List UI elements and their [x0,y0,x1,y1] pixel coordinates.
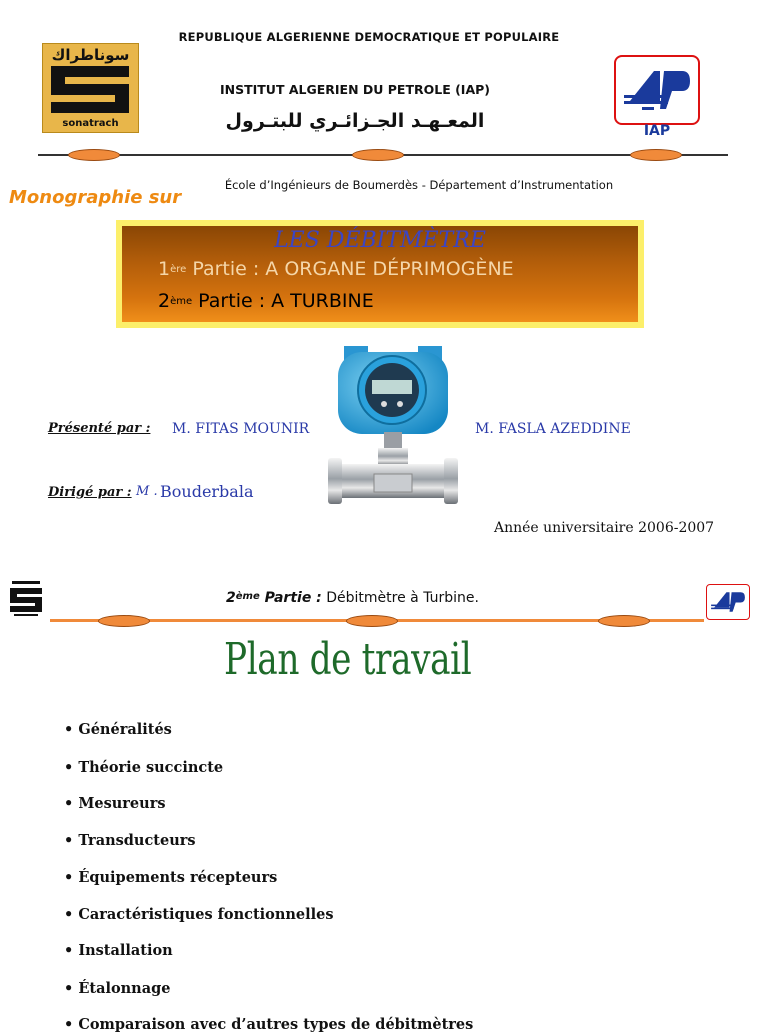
plan-item: • Étalonnage [64,980,171,997]
iap-emblem-icon [616,57,698,123]
director-name: Bouderbala [160,482,254,501]
plan-item: • Transducteurs [64,832,196,849]
title-banner [116,220,644,328]
plan-item: • Comparaison avec d’autres types de débitmètres [64,1016,474,1033]
iap-small-emblem-icon [707,585,749,619]
slide2-ornament-left [98,615,150,627]
banner-title: LES DÉBITMÈTRE [274,228,486,253]
divider-ornament-right [630,149,682,161]
slide2-heading: 2ème Partie : Débitmètre à Turbine. [226,590,479,606]
sonatrach-logo [42,43,139,133]
sonatrach-small-logo [8,578,44,618]
institute-title: INSTITUT ALGERIEN DU PETROLE (IAP) [219,82,491,97]
plan-item: • Équipements récepteurs [64,869,278,886]
monograph-label: Monographie sur [9,187,182,208]
sonatrach-arabic-text: سوناطراك [51,46,130,64]
sonatrach-emblem-icon [8,578,44,618]
plan-item: • Généralités [64,721,172,738]
presenter-1: M. FITAS MOUNIR [172,421,310,437]
divider-ornament-left [68,149,120,161]
iap-small-logo [706,584,750,620]
presenter-2: M. FASLA AZEDDINE [475,421,631,437]
part1-line: 1ère Partie : A ORGANE DÉPRIMOGÈNE [158,258,514,280]
presented-by-label: Présenté par : [48,421,151,436]
title-banner-fill [122,226,638,322]
iap-logo [614,55,700,125]
slide2-ornament-right [598,615,650,627]
academic-year: Année universitaire 2006-2007 [494,520,715,536]
directed-by-label: Dirigé par : [48,485,132,500]
turbine-flowmeter-image [320,340,466,518]
director-prefix: M . [136,484,158,499]
plan-item: • Installation [64,942,173,959]
iap-label: IAP [643,123,671,139]
plan-item: • Caractéristiques fonctionnelles [64,906,334,923]
republic-title: REPUBLIQUE ALGERIENNE DEMOCRATIQUE ET POPULAIRE [178,30,560,44]
sonatrach-word: sonatrach [62,118,119,129]
plan-item: • Mesureurs [64,795,166,812]
plan-title: Plan de travail [224,634,472,685]
plan-item: • Théorie succincte [64,759,224,776]
slide2-ornament-center [346,615,398,627]
institute-arabic-title: المعـهـد الجـزائـري للبتـرول [225,110,485,132]
part2-line: 2ème Partie : A TURBINE [158,290,374,312]
school-department: École d’Ingénieurs de Boumerdès - Département d’Instrumentation [224,178,614,192]
divider-ornament-center [352,149,404,161]
